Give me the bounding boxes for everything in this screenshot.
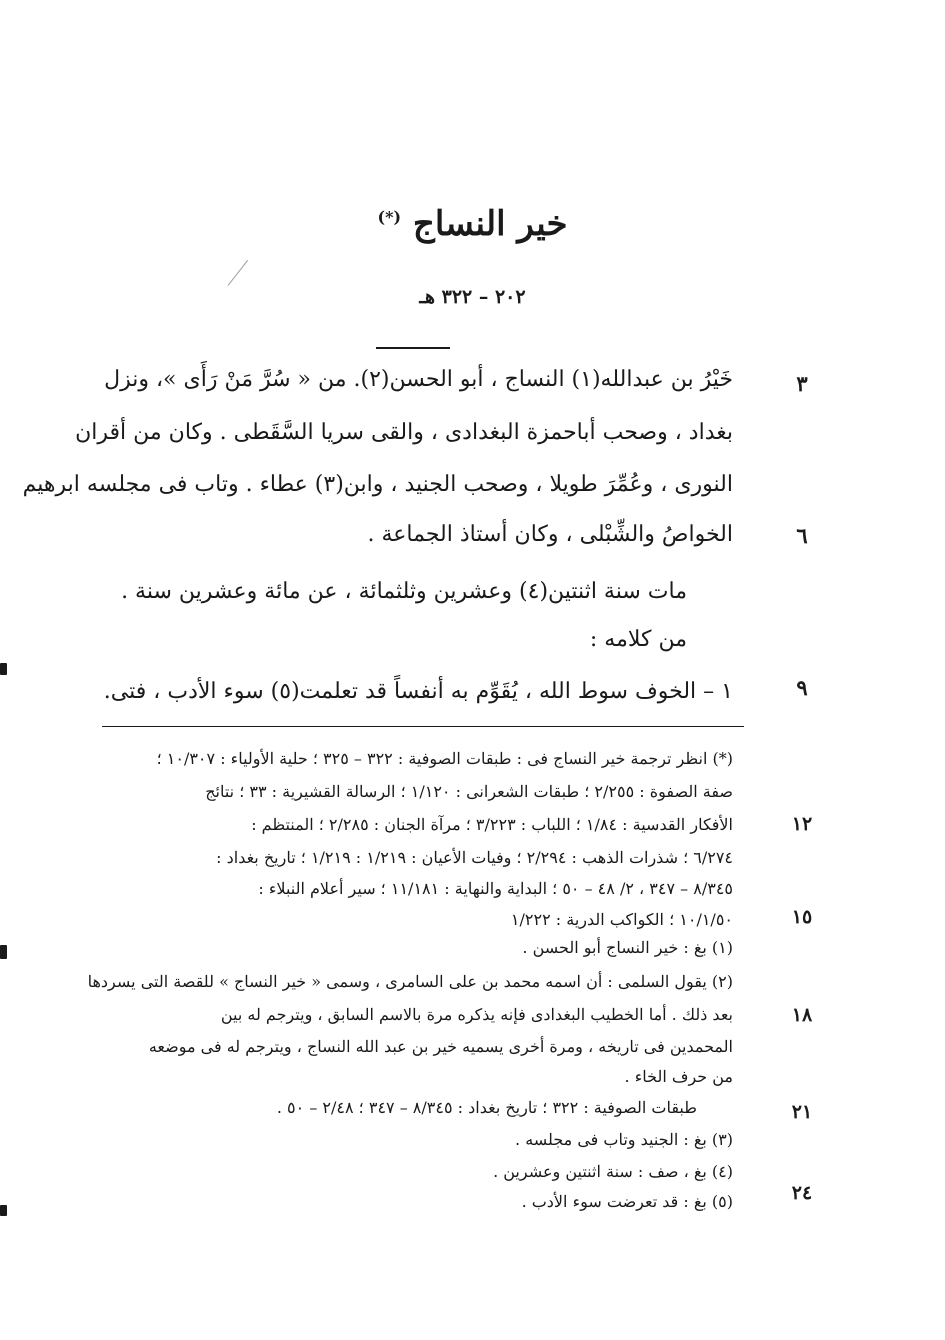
footnote-divider [102,726,744,727]
title-divider [376,347,450,349]
scan-edge-mark [0,1205,7,1216]
footnote-line: من حرف الخاء . [624,1067,733,1086]
footnote-line: الأفكار القدسية : ١/٨٤ ؛ اللباب : ٣/٢٢٣ ؛ مرآة الجنان : ٢/٢٨٥ ؛ المنتظم : [251,815,733,834]
title-text: خير النساج [412,204,568,244]
line-number: ١٢ [791,813,813,835]
text-line: الخواصُ والشِّبْلى ، وكان أستاذ الجماعة . [367,522,733,547]
footnote-line: ١٠/١/٥٠ ؛ الكواكب الدرية : ١/٢٢٢ [510,910,733,929]
text-line: النورى ، وعُمِّرَ طويلا ، وصحب الجنيد ، وابن(٣) عطاء . وتاب فى مجلسه ابرهيم [22,472,733,497]
line-number: ٦ [796,523,808,548]
saying-item: ١ – الخوف سوط الله ، يُقَوِّم به أنفساً قد تعلمت(٥) سوء الأدب ، فتى. [103,679,733,704]
footnote-line: (١) بغ : خير النساج أبو الحسن . [522,938,733,957]
footnote-line: ٦/٢٧٤ ؛ شذرات الذهب : ٢/٢٩٤ ؛ وفيات الأعيان : ١/٢١٩ : ١/٢١٩ ؛ تاريخ بغداد : [216,848,733,867]
page-title [0,204,945,244]
line-number: ٣ [796,371,808,396]
line-number: ٢٤ [791,1182,813,1204]
text-line: بغداد ، وصحب أباحمزة البغدادى ، والقى سريا السَّقَطى . وكان من أقران [75,420,733,445]
footnote-line: (*) انظر ترجمة خير النساج فى : طبقات الصوفية : ٣٢٢ – ٣٢٥ ؛ حلية الأولياء : ١٠/٣٠٧ ؛ [156,749,733,768]
scan-edge-mark [0,945,7,959]
line-number: ٩ [796,675,808,700]
footnote-line: بعد ذلك . أما الخطيب البغدادى فإنه يذكره مرة بالاسم السابق ، ويترجم له بين [220,1005,733,1024]
footnote-line: صفة الصفوة : ٢/٢٥٥ ؛ طبقات الشعرانى : ١/١٢٠ ؛ الرسالة القشيرية : ٣٣ ؛ نتائج [205,782,733,801]
pencil-stroke-mark [228,260,248,286]
footnote-line: (٢) يقول السلمى : أن اسمه محمد بن على السامرى ، وسمى « خير النساج » للقصة التى يسردها [87,972,733,991]
footnote-line: المحمدين فى تاريخه ، ومرة أخرى يسميه خير بن عبد الله النساج ، ويترجم له فى موضعه [148,1037,733,1056]
footnote-line: (٣) بغ : الجنيد وتاب فى مجلسه . [515,1130,733,1149]
title-footnote-marker: (*) [377,207,402,227]
line-number: ٢١ [791,1101,813,1123]
section-heading: من كلامه : [589,627,687,652]
text-line: خَيْرُ بن عبدالله(١) النساج ، أبو الحسن(٢). من « سُرَّ مَنْ رَأَى »، ونزل [104,367,733,392]
life-dates: ٢٠٢ – ٣٢٢ هـ [419,286,526,308]
footnote-line: (٥) بغ : قد تعرضت سوء الأدب . [521,1192,733,1211]
footnote-line: ٨/٣٤٥ – ٣٤٧ ، ٢/ ٤٨ – ٥٠ ؛ البداية والنهاية : ١١/١٨١ ؛ سير أعلام النبلاء : [258,879,733,898]
footnote-line: طبقات الصوفية : ٣٢٢ ؛ تاريخ بغداد : ٨/٣٤٥ – ٣٤٧ ؛ ٢/٤٨ – ٥٠ . [276,1098,697,1117]
line-number: ١٥ [791,906,813,928]
scan-edge-mark [0,663,7,675]
line-number: ١٨ [791,1004,813,1026]
text-line: مات سنة اثنتين(٤) وعشرين وثلثمائة ، عن مائة وعشرين سنة . [121,579,687,604]
footnote-line: (٤) بغ ، صف : سنة اثنتين وعشرين . [493,1162,733,1181]
